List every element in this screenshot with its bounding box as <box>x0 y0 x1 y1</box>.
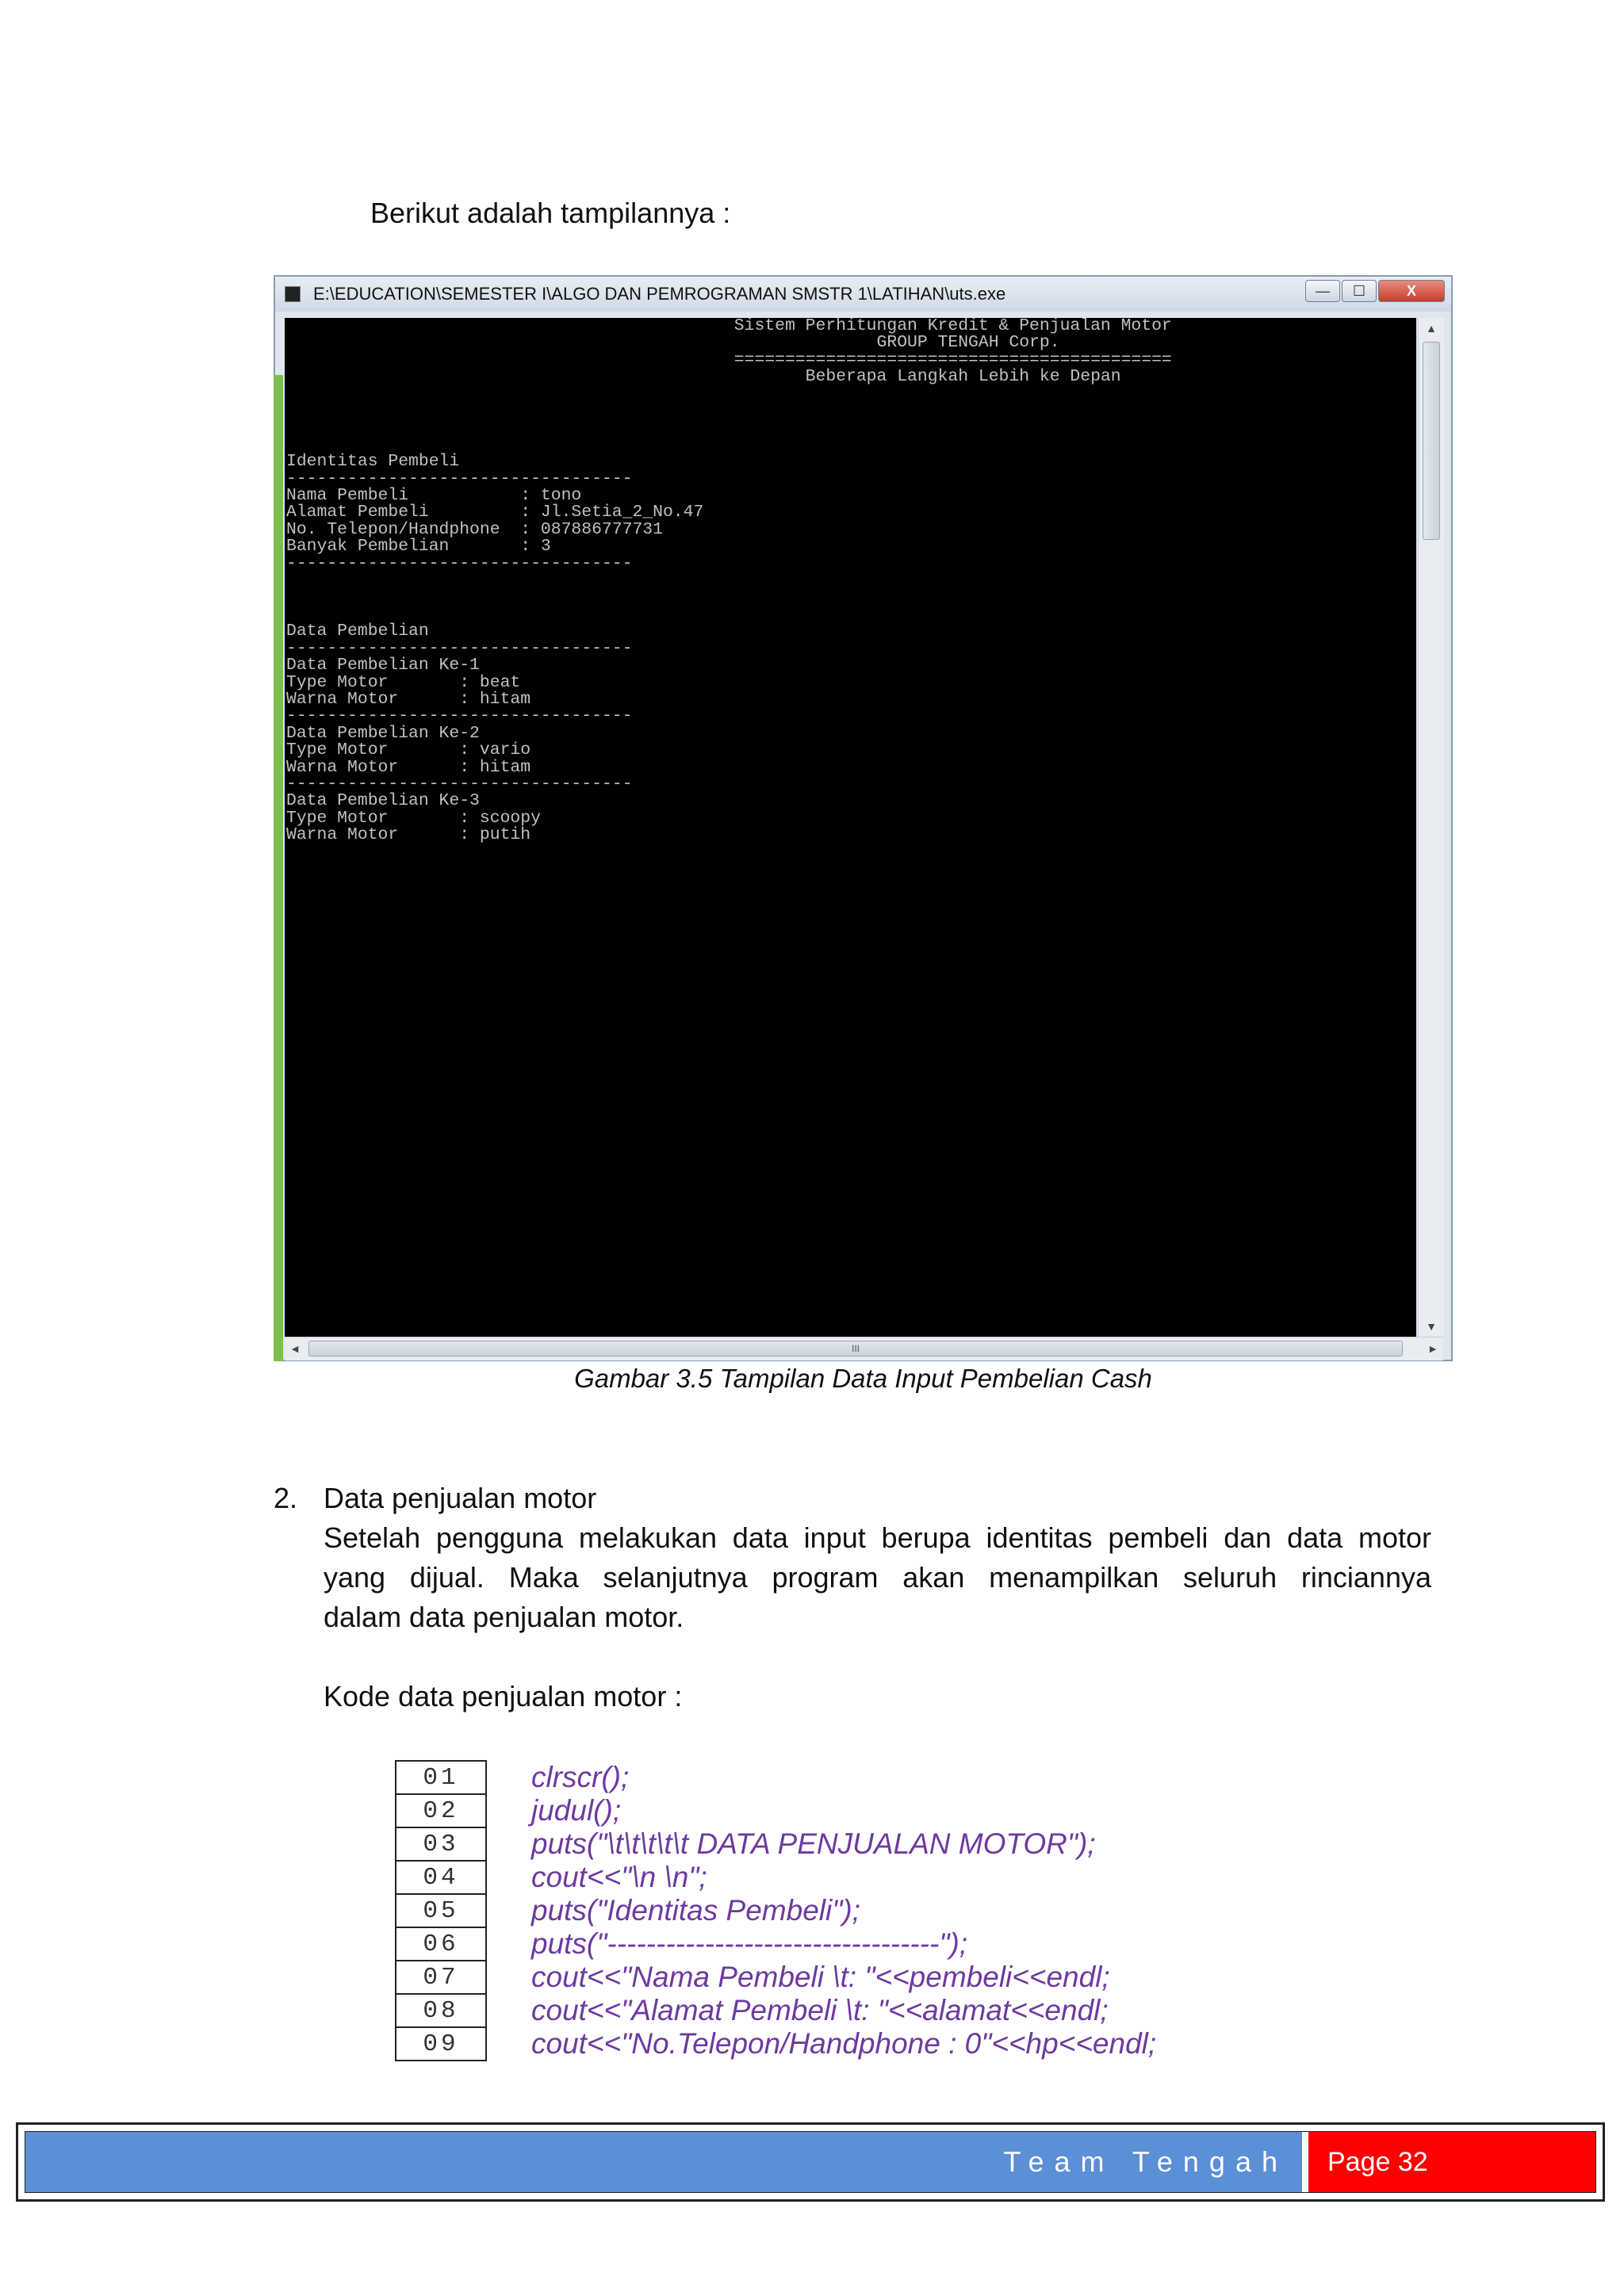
intro-text: Berikut adalah tampilannya : <box>370 197 731 229</box>
footer-team-name: Team Tengah <box>25 2132 1302 2192</box>
code-row <box>396 2027 1156 2061</box>
code-line-number: 06 <box>396 1927 486 1961</box>
code-row <box>396 1961 1156 1994</box>
scroll-down-arrow-icon[interactable]: ▼ <box>1426 1320 1437 1333</box>
code-line-number: 07 <box>396 1961 486 1994</box>
code-line-number: 02 <box>396 1794 486 1827</box>
vertical-scroll-thumb[interactable] <box>1423 342 1440 540</box>
code-row <box>396 1794 1156 1827</box>
code-row <box>396 1861 1156 1894</box>
paragraph-line: yang dijual. Maka selanjutnya program akan menampilkan seluruh rinciannya <box>324 1561 1431 1594</box>
minimize-button[interactable]: — <box>1305 280 1340 302</box>
code-line-text: judul(); <box>531 1794 622 1827</box>
window-controls <box>1305 280 1445 302</box>
section-heading: Data penjualan motor <box>324 1482 597 1514</box>
code-line-text: cout<<"No.Telepon/Handphone : 0"<<hp<<endl; <box>531 2027 1157 2060</box>
code-row <box>396 1827 1156 1861</box>
code-line-text: cout<<"Alamat Pembeli \t: "<<alamat<<endl; <box>531 1994 1109 2026</box>
horizontal-scrollbar[interactable] <box>285 1337 1443 1360</box>
background-window-edge <box>274 375 283 1361</box>
console-app-icon <box>285 286 301 302</box>
code-line-text: puts("\t\t\t\t\t DATA PENJUALAN MOTOR"); <box>531 1827 1096 1860</box>
figure-caption: Gambar 3.5 Tampilan Data Input Pembelian Cash <box>574 1364 1152 1393</box>
console-window <box>274 275 1453 1361</box>
code-line-number: 08 <box>396 1994 486 2027</box>
code-line-number: 04 <box>396 1861 486 1894</box>
scroll-up-arrow-icon[interactable]: ▲ <box>1426 322 1437 335</box>
code-line-text: cout<<"Nama Pembeli \t: "<<pembeli<<endl; <box>531 1961 1110 1993</box>
window-title: E:\EDUCATION\SEMESTER I\ALGO DAN PEMROGRAMAN SMSTR 1\LATIHAN\uts.exe <box>313 284 1006 304</box>
paragraph-line: Setelah pengguna melakukan data input berupa identitas pembeli dan data motor <box>324 1521 1431 1554</box>
code-row <box>396 1761 1156 1794</box>
code-row <box>396 1894 1156 1927</box>
code-line-number: 05 <box>396 1894 486 1927</box>
horizontal-scroll-thumb[interactable]: III <box>308 1341 1403 1357</box>
console-text: Sistem Perhitungan Kredit & Penjualan Motor GROUP TENGAH Corp. =========================================== Beberapa Langkah Lebih ke Depan Identitas Pembeli ---------------------------------- Nama Pembeli : tono Alamat Pembeli : Jl.Setia_2_No.47 No. Telepon/Handphone : 087886777731 Banyak Pembelian : 3 ---------------------------------- Data Pembelian ---------------------------------- Data Pembelian Ke-1 Type Motor : beat Warna Motor : hitam ---------------------------------- Data Pembelian Ke-2 Type Motor : vario Warna Motor : hitam ---------------------------------- Data Pembelian Ke-3 Type Motor : scoopy Warna Motor : putih <box>286 318 1172 845</box>
paragraph-line: dalam data penjualan motor. <box>324 1601 684 1633</box>
footer-page-number: Page 32 <box>1308 2132 1595 2192</box>
page-footer <box>16 2122 1605 2202</box>
console-output <box>285 318 1416 1337</box>
scroll-left-arrow-icon[interactable]: ◄ <box>289 1342 301 1355</box>
code-line-text: clrscr(); <box>531 1761 630 1793</box>
code-listing <box>395 1760 1157 2061</box>
code-line-text: cout<<"\n \n"; <box>531 1861 707 1893</box>
vertical-scrollbar[interactable] <box>1418 318 1444 1337</box>
code-row <box>396 1994 1156 2027</box>
code-line-number: 01 <box>396 1761 486 1794</box>
section-paragraph <box>324 1518 1431 1637</box>
scroll-right-arrow-icon[interactable]: ► <box>1427 1342 1438 1355</box>
window-titlebar[interactable] <box>275 277 1451 312</box>
section-number: 2. <box>274 1482 298 1514</box>
code-line-number: 03 <box>396 1827 486 1861</box>
code-line-number: 09 <box>396 2027 486 2061</box>
code-line-text: puts("----------------------------------"); <box>531 1927 968 1960</box>
code-label: Kode data penjualan motor : <box>324 1680 683 1712</box>
maximize-button[interactable]: ☐ <box>1342 280 1377 302</box>
close-button[interactable]: X <box>1378 280 1445 302</box>
code-row <box>396 1927 1156 1961</box>
code-line-text: puts("Identitas Pembeli"); <box>531 1894 860 1927</box>
